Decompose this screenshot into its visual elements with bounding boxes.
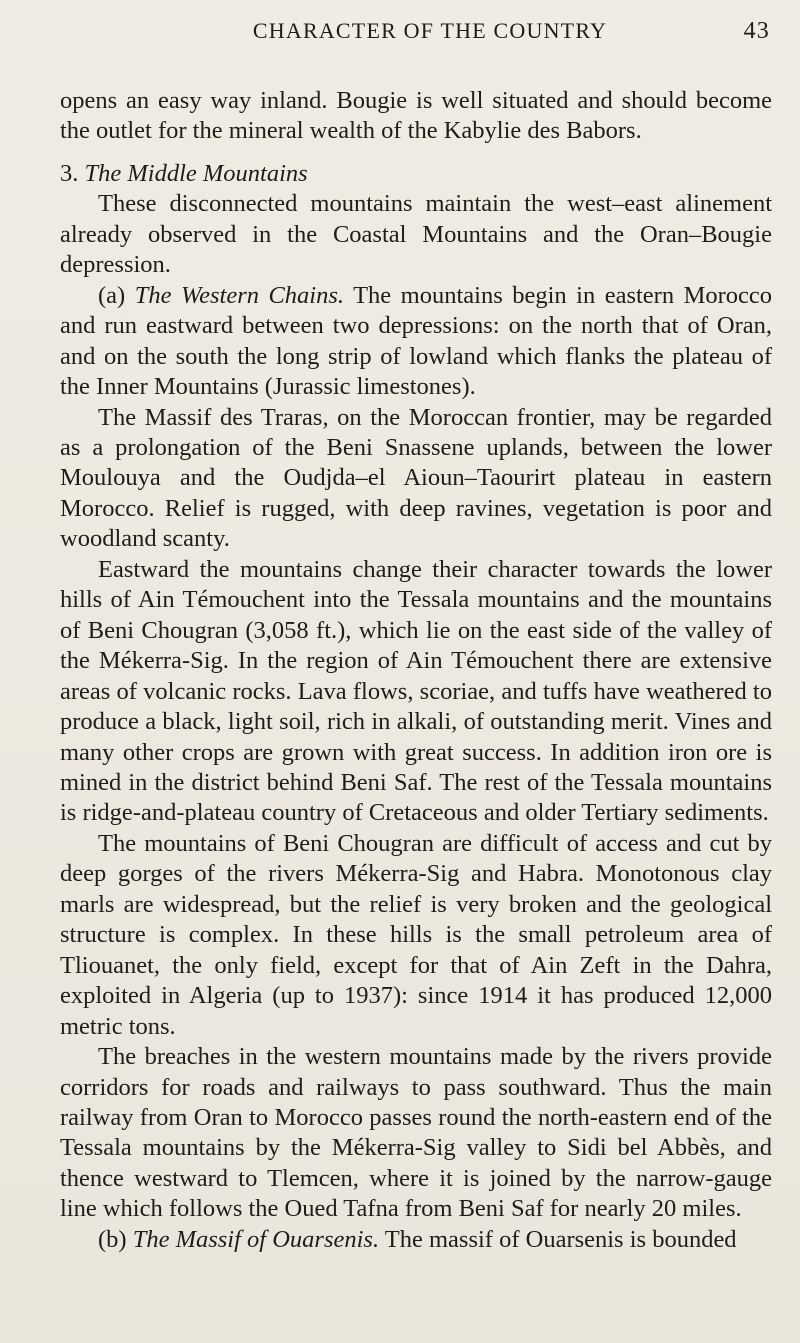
subsection-text-b: The massif of Ouarsenis is bounded	[384, 1225, 737, 1253]
paragraph-breaches: The breaches in the western mountains made by the rivers provide corridors for roads and railways to pass southward. Thus the main railway from Oran to Morocco passes round the north-eastern end of the Tessala mountains by the Mékerra-Sig valley to Sidi bel Abbès, and thence westward to Tlemcen, where it is joined by the narrow-gauge line which follows the Oued Tafna from Beni Saf for nearly 20 miles.	[60, 1043, 772, 1223]
section-title: The Middle Mountains	[84, 159, 308, 187]
paragraph-continued: opens an easy way inland. Bougie is well situated and should become the outlet for the mineral wealth of the Kabylie des Babors.	[60, 87, 772, 145]
paragraph-traras: The Massif des Traras, on the Moroccan frontier, may be regarded as a prolongation of the Beni Snassene uplands, between the lower Moulouya and the Oudjda–el Aioun–Taourirt plateau in eastern Morocco. Relief is rugged, with deep ravines, vegetation is poor and woodland scanty.	[60, 403, 772, 553]
running-head	[60, 18, 770, 54]
paragraph-western-chains	[60, 281, 772, 403]
paragraph-ouarsenis	[60, 1225, 772, 1255]
section-number: 3.	[60, 159, 79, 187]
subsection-label-a: (a)	[98, 281, 126, 309]
section-heading	[60, 159, 772, 189]
page-number: 43	[743, 18, 770, 44]
subsection-title-a: The Western Chains.	[134, 281, 345, 309]
body-text	[60, 86, 772, 1255]
subsection-title-b: The Massif of Ouarsenis.	[132, 1225, 380, 1253]
subsection-text-a: The mountains begin in eastern Morocco and run eastward between two depressions: on the north that of Oran, and on the south the long strip of lowland which flanks the plateau of the Inner Mountains (Jurassic limestones).	[60, 281, 773, 401]
paragraph-chougran: The mountains of Beni Chougran are difficult of access and cut by deep gorges of the rivers Mékerra-Sig and Habra. Monotonous clay marls are widespread, but the relief is very broken and the geological structure is complex. In these hills is the small petroleum area of Tliouanet, the only field, except for that of Ain Zeft in the Dahra, exploited in Algeria (up to 1937): since 1914 it has produced 12,000 metric tons.	[60, 829, 772, 1040]
running-title: CHARACTER OF THE COUNTRY	[252, 18, 608, 43]
paragraph-intro: These disconnected mountains maintain the west–east alinement already observed in the Coastal Mountains and the Oran–Bougie depression.	[60, 190, 772, 279]
paragraph-eastward: Eastward the mountains change their character towards the lower hills of Ain Témouchent into the Tessala mountains and the mountains of Beni Chougran (3,058 ft.), which lie on the east side of the valley of the Mékerra-Sig. In the region of Ain Témouchent there are extensive areas of volcanic rocks. Lava flows, scoriae, and tuffs have weathered to produce a black, light soil, rich in alkali, of outstanding merit. Vines and many other crops are grown with great success. In addition iron ore is mined in the district behind Beni Saf. The rest of the Tessala mountains is ridge-and-plateau country of Cretaceous and older Tertiary sediments.	[60, 555, 772, 827]
subsection-label-b: (b)	[98, 1225, 127, 1253]
